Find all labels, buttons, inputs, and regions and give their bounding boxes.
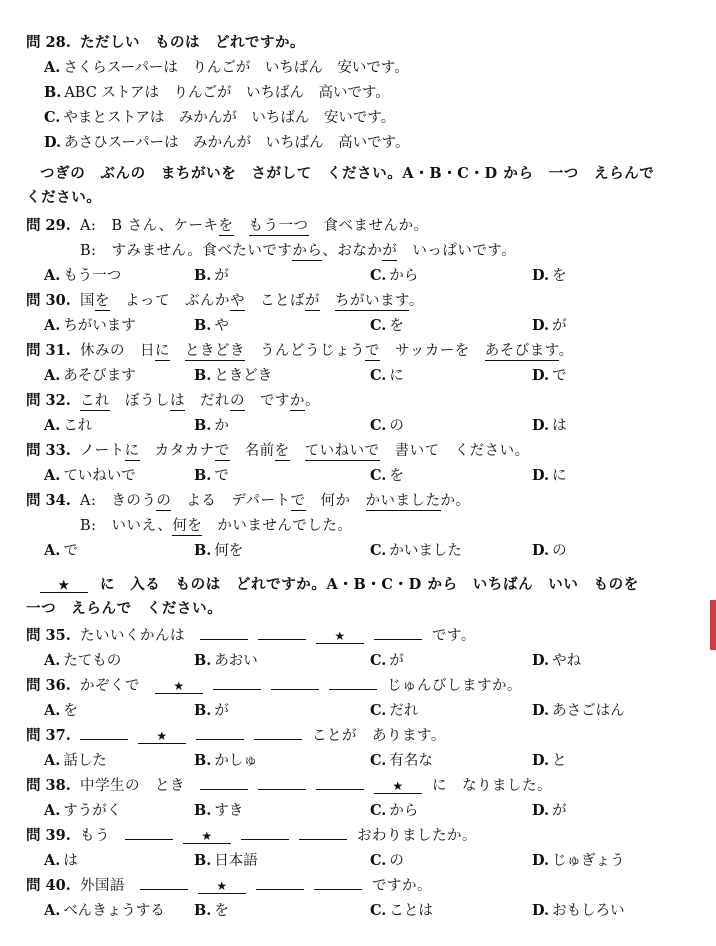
question-number: 問 32. bbox=[26, 392, 71, 409]
answer-blank bbox=[213, 675, 261, 690]
option-b: B. ときどき bbox=[194, 367, 273, 384]
option-c: C. が bbox=[370, 652, 404, 669]
option-c: C. だれ bbox=[370, 702, 419, 719]
question-32 bbox=[0, 389, 716, 413]
option-c: C. の bbox=[370, 417, 404, 434]
option-a: A. さくらスーパーは りんごが いちばん 安いです。 bbox=[44, 59, 409, 76]
answer-blank bbox=[196, 725, 244, 740]
option-d: D. おもしろい bbox=[532, 902, 625, 919]
option-b: B. が bbox=[194, 702, 229, 719]
option-a: A. あそびます bbox=[44, 367, 136, 384]
star-blank: ★ bbox=[374, 779, 422, 794]
answer-blank bbox=[329, 675, 377, 690]
options-38 bbox=[0, 799, 716, 823]
answer-blank bbox=[258, 625, 306, 640]
question-text: ノートに カタカナで 名前を ていねいで 書いて ください。 bbox=[80, 443, 530, 459]
answer-blank bbox=[258, 775, 306, 790]
star-blank: ★ bbox=[155, 679, 203, 694]
star-blank: ★ bbox=[316, 629, 364, 644]
question-text: たいいくかんは ★ です。 bbox=[80, 624, 476, 648]
options-31 bbox=[0, 364, 716, 388]
option-a: A. は bbox=[44, 852, 78, 869]
question-text: 外国語 ★ ですか。 bbox=[80, 874, 432, 898]
question-number: 問 31. bbox=[26, 342, 71, 359]
answer-blank bbox=[299, 825, 347, 840]
option-d: D. やね bbox=[532, 652, 582, 669]
question-number: 問 35. bbox=[26, 627, 71, 644]
question-number: 問 40. bbox=[26, 877, 71, 894]
option-a: A. ていねいで bbox=[44, 467, 136, 484]
option-c: C. を bbox=[370, 467, 404, 484]
answer-blank bbox=[314, 875, 362, 890]
option-c: C. ことは bbox=[370, 902, 433, 919]
question-number: 問 34. bbox=[26, 492, 71, 509]
question-text: B: すみません。食べたいですから、おなかが いっぱいです。 bbox=[80, 243, 517, 259]
question-number: 問 37. bbox=[26, 727, 71, 744]
option-a: A. で bbox=[44, 542, 78, 559]
answer-blank bbox=[374, 625, 422, 640]
option-d: D. じゅぎょう bbox=[532, 852, 625, 869]
section-instruction: ★ に 入る ものは どれですか。A・B・C・D から いちばん いい ものを bbox=[40, 573, 639, 597]
options-40 bbox=[0, 899, 716, 923]
option-a: A. たてもの bbox=[44, 652, 122, 669]
question-text: A: きのうの よる デパートで 何か かいましたか。 bbox=[80, 493, 471, 509]
option-d: D. は bbox=[532, 417, 567, 434]
question-36 bbox=[0, 674, 716, 698]
answer-blank bbox=[256, 875, 304, 890]
option-c: C. かいました bbox=[370, 542, 462, 559]
question-number: 問 30. bbox=[26, 292, 71, 309]
answer-blank bbox=[241, 825, 289, 840]
question-35 bbox=[0, 624, 716, 648]
option-d: D. あさごはん bbox=[532, 702, 625, 719]
question-text: ただしい ものは どれですか。 bbox=[80, 34, 305, 51]
question-text: もう ★ おわりましたか。 bbox=[80, 824, 477, 848]
question-34 bbox=[0, 489, 716, 513]
option-a: A. 話した bbox=[44, 752, 107, 769]
section-instruction-cont: 一つ えらんで ください。 bbox=[26, 600, 223, 617]
option-b: B. あおい bbox=[194, 652, 258, 669]
option-a: A. もう一つ bbox=[44, 267, 122, 284]
option-b: B. 何を bbox=[194, 542, 244, 559]
option-d: D. が bbox=[532, 317, 567, 334]
option-a: A. すうがく bbox=[44, 802, 122, 819]
options-30 bbox=[0, 314, 716, 338]
option-a: A. これ bbox=[44, 417, 93, 434]
option-b: B. か bbox=[194, 417, 229, 434]
answer-blank bbox=[200, 625, 248, 640]
question-34-line2 bbox=[0, 514, 716, 538]
question-30 bbox=[0, 289, 716, 313]
option-b: B. 日本語 bbox=[194, 852, 258, 869]
options-36 bbox=[0, 699, 716, 723]
option-b: B. を bbox=[194, 902, 229, 919]
question-33 bbox=[0, 439, 716, 463]
section-instruction-cont: ください。 bbox=[26, 189, 102, 206]
option-a: A. を bbox=[44, 702, 78, 719]
options-33 bbox=[0, 464, 716, 488]
options-34 bbox=[0, 539, 716, 563]
question-text: これ ぼうしは だれの ですか。 bbox=[80, 393, 320, 409]
page-edge-mark bbox=[710, 600, 716, 650]
option-d: D. あさひスーパーは みかんが いちばん 高いです。 bbox=[44, 134, 410, 151]
options-29 bbox=[0, 264, 716, 288]
option-b: B. で bbox=[194, 467, 229, 484]
option-b: B. が bbox=[194, 267, 229, 284]
option-b: B. すき bbox=[194, 802, 244, 819]
question-number: 問 38. bbox=[26, 777, 71, 794]
option-c: C. から bbox=[370, 802, 419, 819]
answer-blank bbox=[140, 875, 188, 890]
option-d: D. が bbox=[532, 802, 567, 819]
options-32 bbox=[0, 414, 716, 438]
question-number: 問 28. bbox=[26, 34, 71, 51]
question-text: 中学生の とき ★ に なりました。 bbox=[80, 774, 552, 798]
star-blank: ★ bbox=[183, 829, 231, 844]
option-c: C. 有名な bbox=[370, 752, 433, 769]
option-row bbox=[0, 106, 716, 130]
question-37 bbox=[0, 724, 716, 748]
section-instruction: つぎの ぶんの まちがいを さがして ください。A・B・C・D から 一つ えらんで bbox=[40, 165, 655, 182]
question-39 bbox=[0, 824, 716, 848]
option-d: D. に bbox=[532, 467, 567, 484]
option-c: C. に bbox=[370, 367, 404, 384]
question-40 bbox=[0, 874, 716, 898]
answer-blank bbox=[125, 825, 173, 840]
question-text: ★ ことが あります。 bbox=[80, 724, 446, 748]
options-37 bbox=[0, 749, 716, 773]
option-row bbox=[0, 56, 716, 80]
options-35 bbox=[0, 649, 716, 673]
option-d: D. の bbox=[532, 542, 567, 559]
question-text: B: いいえ、何を かいませんでした。 bbox=[80, 518, 353, 534]
option-b: B. ABC ストアは りんごが いちばん 高いです。 bbox=[44, 84, 390, 101]
question-number: 問 29. bbox=[26, 217, 71, 234]
question-text: かぞくで ★ じゅんびしますか。 bbox=[80, 674, 522, 698]
question-number: 問 39. bbox=[26, 827, 71, 844]
question-31 bbox=[0, 339, 716, 363]
question-29-line2 bbox=[0, 239, 716, 263]
option-b: B. や bbox=[194, 317, 229, 334]
option-row bbox=[0, 131, 716, 155]
option-a: A. べんきょうする bbox=[44, 902, 165, 919]
question-text: A: B さん、ケーキを もう一つ 食べませんか。 bbox=[80, 218, 429, 234]
answer-blank bbox=[254, 725, 302, 740]
star-blank: ★ bbox=[138, 729, 186, 744]
option-c: C. やまとストアは みかんが いちばん 安いです。 bbox=[44, 109, 396, 126]
question-28 bbox=[0, 31, 716, 55]
answer-blank bbox=[316, 775, 364, 790]
question-29 bbox=[0, 214, 716, 238]
options-39 bbox=[0, 849, 716, 873]
option-b: B. かしゅ bbox=[194, 752, 258, 769]
question-number: 問 36. bbox=[26, 677, 71, 694]
star-blank: ★ bbox=[40, 578, 88, 593]
question-text: 国を よって ぶんかや ことばが ちがいます。 bbox=[80, 293, 424, 309]
option-c: C. の bbox=[370, 852, 404, 869]
answer-blank bbox=[80, 725, 128, 740]
option-c: C. を bbox=[370, 317, 404, 334]
answer-blank bbox=[200, 775, 248, 790]
option-d: D. で bbox=[532, 367, 567, 384]
star-blank: ★ bbox=[198, 879, 246, 894]
option-d: D. を bbox=[532, 267, 567, 284]
option-row bbox=[0, 81, 716, 105]
option-c: C. から bbox=[370, 267, 419, 284]
answer-blank bbox=[271, 675, 319, 690]
question-number: 問 33. bbox=[26, 442, 71, 459]
option-d: D. と bbox=[532, 752, 567, 769]
question-38 bbox=[0, 774, 716, 798]
question-text: 休みの 日に ときどき うんどうじょうで サッカーを あそびます。 bbox=[80, 343, 574, 359]
option-a: A. ちがいます bbox=[44, 317, 136, 334]
